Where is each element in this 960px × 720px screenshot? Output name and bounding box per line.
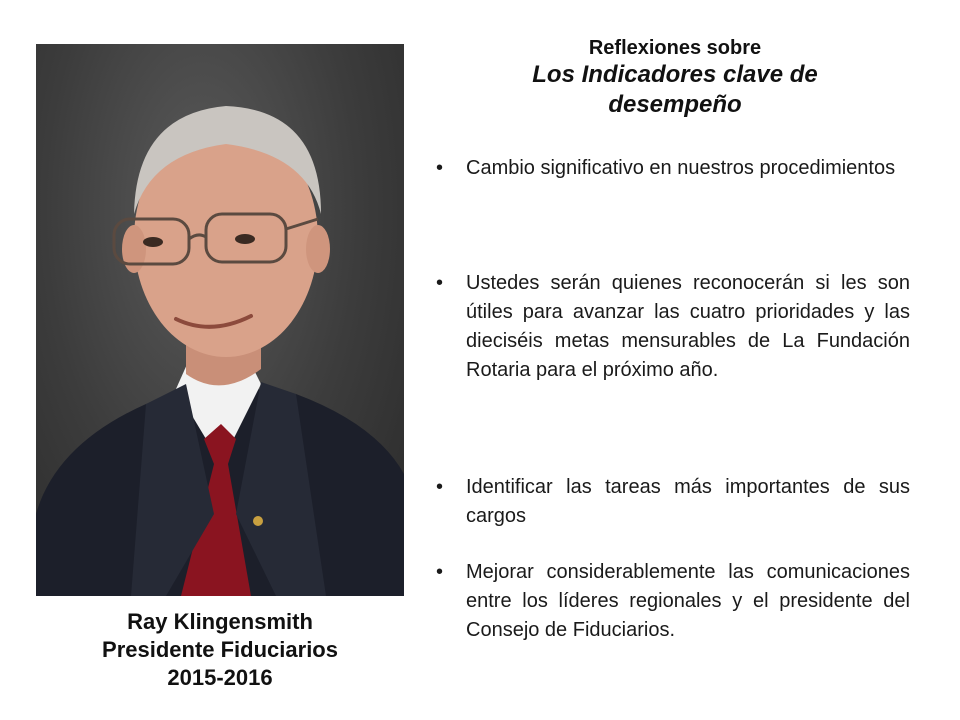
- bullet-marker: •: [436, 157, 444, 179]
- heading-line-1: Reflexiones sobre: [588, 37, 762, 59]
- portrait-photo: [36, 44, 404, 596]
- bullet-item: [436, 473, 910, 531]
- person-name: Ray Klingensmith: [127, 609, 313, 634]
- bullet-marker: •: [436, 561, 444, 583]
- bullet-text: Mejorar considerablemente las comunicaciones entre los líderes regionales y el presidente del Consejo de Fiduciarios.: [466, 561, 910, 641]
- heading-line-3: desempeño: [608, 91, 742, 118]
- heading-line-2: Los Indicadores clave de: [532, 61, 818, 88]
- bullet-marker: •: [436, 272, 444, 294]
- bullet-text: Ustedes serán quienes reconocerán si les son útiles para avanzar las cuatro prioridades y las dieciséis metas mensurables de La Fundación Rotaria para el próximo año.: [466, 272, 910, 381]
- portrait-caption: [36, 608, 404, 692]
- portrait-illustration: [36, 44, 404, 596]
- bullet-item: [436, 558, 910, 645]
- bullet-item: [436, 154, 910, 183]
- person-role: Presidente Fiduciarios: [102, 637, 338, 662]
- bullet-marker: •: [436, 476, 444, 498]
- term-years: 2015-2016: [167, 665, 273, 690]
- bullet-text: Identificar las tareas más importantes de sus cargos: [466, 476, 910, 527]
- slide-heading: [430, 36, 920, 120]
- bullet-item: [436, 269, 910, 385]
- bullet-text: Cambio significativo en nuestros procedimientos: [466, 157, 896, 179]
